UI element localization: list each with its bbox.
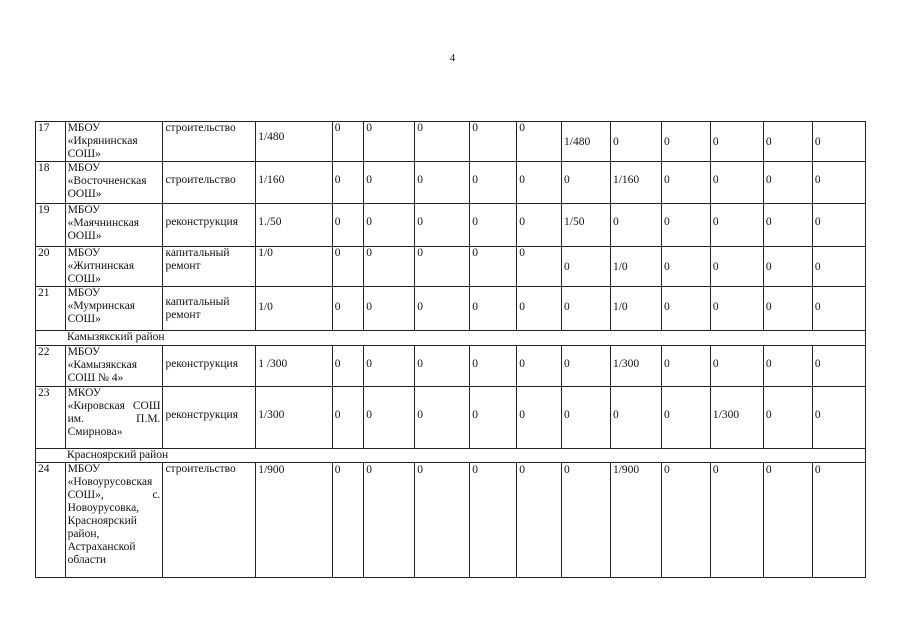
value-cell: 0	[364, 247, 415, 287]
row-number: 24	[36, 463, 66, 578]
value-cell: 0	[562, 247, 611, 287]
page-number: 4	[449, 52, 456, 64]
value-cell: 0	[610, 204, 661, 247]
value-cell: 0	[812, 162, 865, 204]
value-cell: 0	[470, 204, 517, 247]
value-cell: 0	[364, 162, 415, 204]
total-cell: 1/300	[256, 387, 332, 449]
value-cell: 0	[332, 162, 364, 204]
value-cell: 0	[610, 122, 661, 162]
work-type: строительство	[163, 122, 256, 162]
value-cell: 0	[763, 287, 812, 331]
table-row	[36, 463, 866, 578]
value-cell: 0	[763, 162, 812, 204]
value-cell: 1/0	[610, 287, 661, 331]
value-cell: 0	[364, 122, 415, 162]
value-cell: 0	[812, 247, 865, 287]
value-cell: 0	[812, 346, 865, 387]
value-cell: 0	[415, 122, 470, 162]
value-cell: 0	[364, 204, 415, 247]
value-cell: 1/900	[610, 463, 661, 578]
work-type: капитальный ремонт	[163, 247, 256, 287]
table-row	[36, 162, 866, 204]
value-cell: 0	[710, 247, 763, 287]
school-construction-table	[35, 121, 866, 578]
work-type: реконструкция	[163, 387, 256, 449]
value-cell: 0	[812, 463, 865, 578]
value-cell: 0	[661, 463, 710, 578]
school-name: МБОУ «Камызякская СОШ № 4»	[65, 346, 163, 387]
row-number: 19	[36, 204, 66, 247]
value-cell: 0	[415, 204, 470, 247]
value-cell: 0	[332, 122, 364, 162]
table-row	[36, 122, 866, 162]
value-cell: 0	[661, 204, 710, 247]
total-cell: 1/0	[256, 247, 332, 287]
table-row	[36, 247, 866, 287]
value-cell: 0	[661, 122, 710, 162]
value-cell: 0	[710, 463, 763, 578]
table-row	[36, 387, 866, 449]
school-name: МБОУ «Житнинская СОШ»	[65, 247, 163, 287]
region-row	[36, 449, 866, 463]
row-number: 21	[36, 287, 66, 331]
region-row	[36, 331, 866, 346]
value-cell: 0	[562, 287, 611, 331]
work-type: реконструкция	[163, 204, 256, 247]
value-cell: 0	[332, 287, 364, 331]
value-cell: 0	[364, 387, 415, 449]
value-cell: 0	[415, 162, 470, 204]
value-cell: 1/480	[562, 122, 611, 162]
region-label: Красноярский район	[36, 449, 866, 463]
table-row	[36, 346, 866, 387]
value-cell: 0	[661, 346, 710, 387]
value-cell: 0	[763, 463, 812, 578]
row-number: 17	[36, 122, 66, 162]
value-cell: 0	[812, 387, 865, 449]
value-cell: 0	[470, 247, 517, 287]
value-cell: 0	[470, 463, 517, 578]
school-name: МБОУ «Маячнинская ООШ»	[65, 204, 163, 247]
value-cell: 0	[710, 122, 763, 162]
value-cell: 0	[661, 287, 710, 331]
value-cell: 0	[332, 463, 364, 578]
table-row	[36, 204, 866, 247]
value-cell: 0	[763, 387, 812, 449]
value-cell: 0	[517, 204, 562, 247]
value-cell: 0	[470, 122, 517, 162]
value-cell: 0	[470, 162, 517, 204]
school-name: МБОУ «Восточненская ООШ»	[65, 162, 163, 204]
work-type: капитальный ремонт	[163, 287, 256, 331]
row-number: 20	[36, 247, 66, 287]
value-cell: 0	[332, 387, 364, 449]
value-cell: 0	[517, 287, 562, 331]
value-cell: 0	[517, 463, 562, 578]
school-name: МБОУ «Мумринская СОШ»	[65, 287, 163, 331]
value-cell: 1/300	[610, 346, 661, 387]
value-cell: 0	[763, 247, 812, 287]
row-number: 23	[36, 387, 66, 449]
value-cell: 0	[562, 387, 611, 449]
value-cell: 0	[812, 287, 865, 331]
value-cell: 0	[415, 387, 470, 449]
value-cell: 0	[332, 204, 364, 247]
value-cell: 0	[517, 162, 562, 204]
row-number: 18	[36, 162, 66, 204]
value-cell: 0	[364, 346, 415, 387]
value-cell: 0	[710, 346, 763, 387]
value-cell: 0	[562, 162, 611, 204]
total-cell: 1./50	[256, 204, 332, 247]
value-cell: 0	[661, 162, 710, 204]
total-cell: 1/900	[256, 463, 332, 578]
total-cell: 1 /300	[256, 346, 332, 387]
table-row	[36, 287, 866, 331]
value-cell: 0	[470, 287, 517, 331]
region-label: Камызякский район	[36, 331, 866, 346]
work-type: строительство	[163, 463, 256, 578]
value-cell: 0	[517, 387, 562, 449]
work-type: реконструкция	[163, 346, 256, 387]
value-cell: 0	[415, 463, 470, 578]
total-cell: 1/160	[256, 162, 332, 204]
value-cell: 1/0	[610, 247, 661, 287]
value-cell: 0	[562, 346, 611, 387]
school-name: МБОУ «Икрянинская СОШ»	[65, 122, 163, 162]
value-cell: 0	[517, 122, 562, 162]
value-cell: 0	[470, 346, 517, 387]
value-cell: 0	[812, 204, 865, 247]
school-name: МБОУ «Новоурусовская СОШ», с. Новоурусовка, Красноярский район, Астраханской области	[65, 463, 163, 578]
value-cell: 0	[517, 346, 562, 387]
value-cell: 0	[415, 247, 470, 287]
total-cell: 1/0	[256, 287, 332, 331]
value-cell: 1/160	[610, 162, 661, 204]
value-cell: 0	[332, 346, 364, 387]
value-cell: 0	[562, 463, 611, 578]
work-type: строительство	[163, 162, 256, 204]
value-cell: 0	[661, 247, 710, 287]
value-cell: 0	[710, 287, 763, 331]
value-cell: 0	[364, 287, 415, 331]
value-cell: 0	[517, 247, 562, 287]
value-cell: 0	[763, 122, 812, 162]
value-cell: 0	[415, 287, 470, 331]
value-cell: 0	[332, 247, 364, 287]
value-cell: 0	[610, 387, 661, 449]
row-number: 22	[36, 346, 66, 387]
value-cell: 0	[812, 122, 865, 162]
value-cell: 0	[710, 204, 763, 247]
value-cell: 0	[763, 204, 812, 247]
value-cell: 0	[763, 346, 812, 387]
value-cell: 0	[364, 463, 415, 578]
value-cell: 0	[415, 346, 470, 387]
total-cell: 1/480	[256, 122, 332, 162]
school-name: МКОУ «Кировская СОШ им. П.М. Смирнова»	[65, 387, 163, 449]
value-cell: 0	[470, 387, 517, 449]
value-cell: 1/50	[562, 204, 611, 247]
value-cell: 1/300	[710, 387, 763, 449]
value-cell: 0	[710, 162, 763, 204]
value-cell: 0	[661, 387, 710, 449]
